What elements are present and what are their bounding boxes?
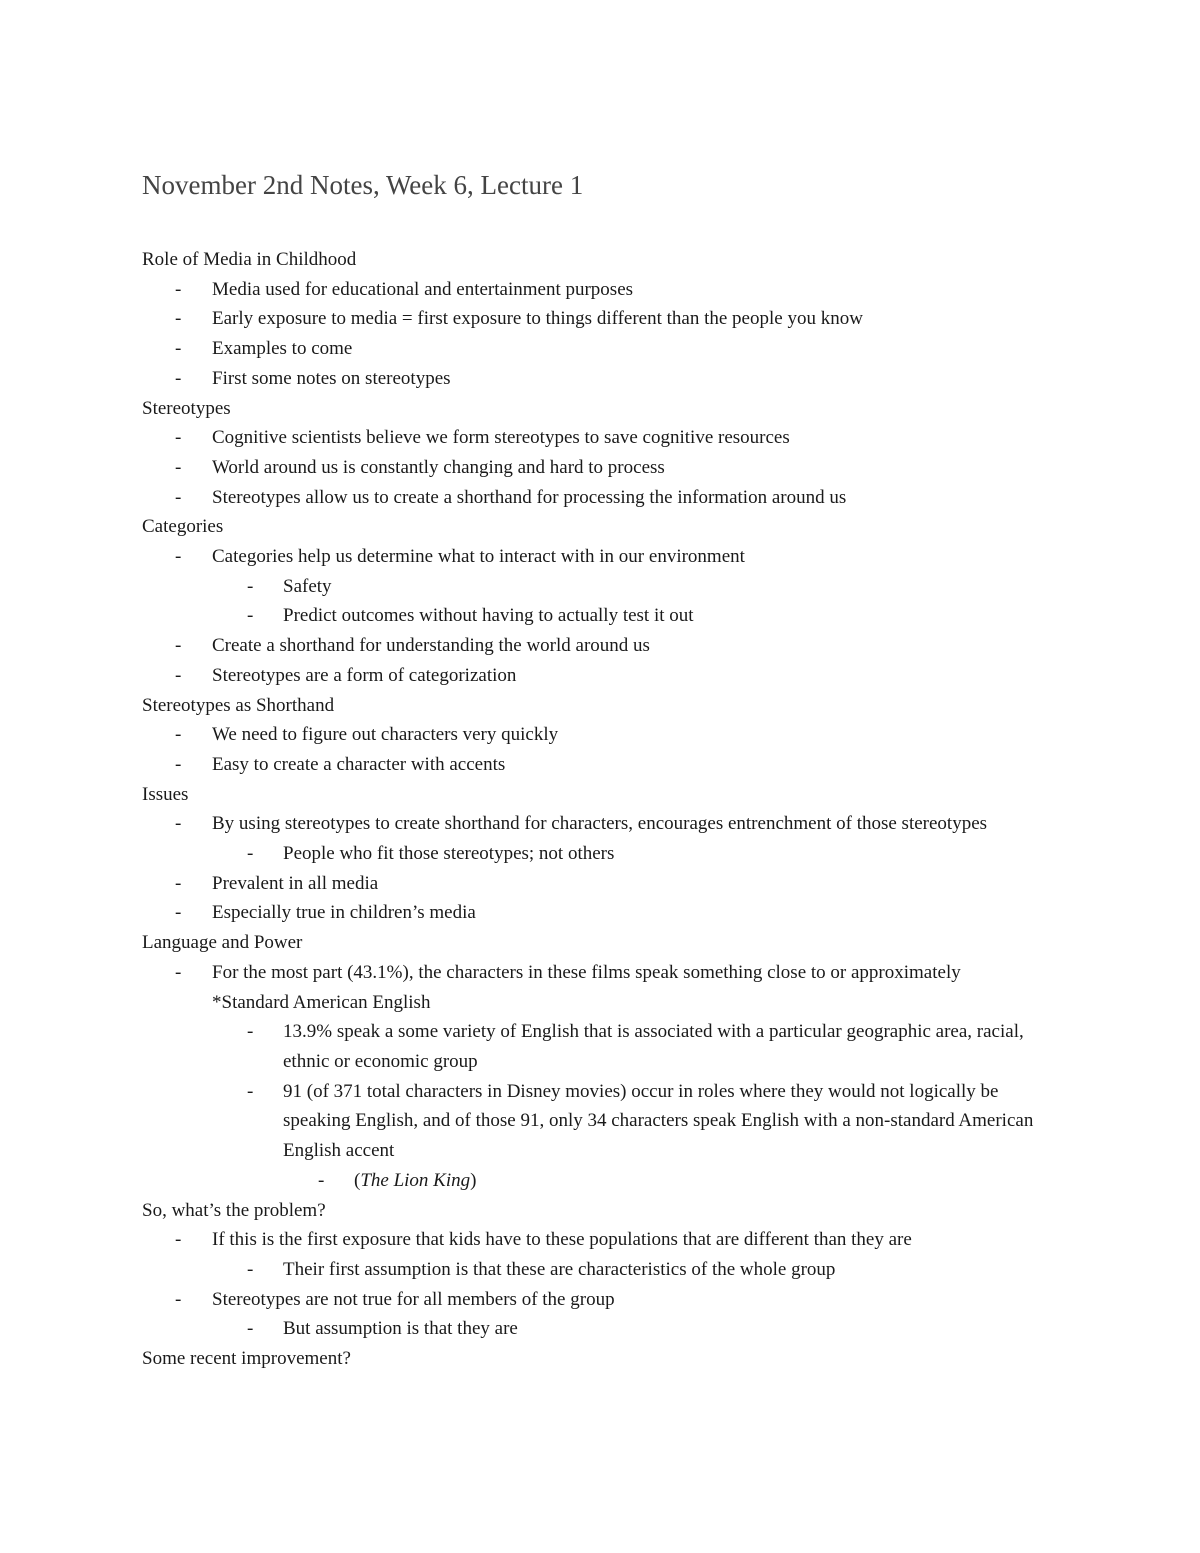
bullet-dash: - [247,1258,254,1280]
list-item-text: Their first assumption is that these are characteristics of the whole group [283,1258,836,1280]
list-item [142,1285,1062,1315]
list-item [142,661,1062,691]
bullet-dash: - [175,338,182,360]
list-item-text: 13.9% speak a some variety of English that is associated with a particular geographic area, racial, ethnic or economic group [283,1021,1024,1072]
list-item [142,275,1062,305]
list-item [142,334,1062,364]
list-item-text: 91 (of 371 total characters in Disney movies) occur in roles where they would not logically be speaking English, and of those 91, only 34 characters speak English with a non-standard American English accent [283,1080,1034,1162]
list-item-text: First some notes on stereotypes [212,367,451,389]
list-item-text: Media used for educational and entertainment purposes [212,278,634,300]
section-heading-language: Language and Power [142,932,303,954]
sub-list-item [142,601,1062,631]
section-heading-media: Role of Media in Childhood [142,249,357,270]
section-heading-problem: So, what’s the problem? [142,1199,326,1221]
bullet-dash: - [247,1080,254,1102]
sub-sub-list-item [142,1166,1062,1196]
list-item-text: But assumption is that they are [283,1318,518,1340]
film-title: The Lion King [360,1169,471,1191]
list-item-text: If this is the first exposure that kids have to these populations that are different than they are [212,1229,912,1251]
sub-list-item [142,572,1062,602]
list-item-text: Categories help us determine what to interact with in our environment [212,546,745,568]
sub-list-item [142,1255,1062,1285]
list-item-text: For the most part (43.1%), the characters in these films speak something close to or approximately *Standard American English [212,961,961,1013]
list-item-text: World around us is constantly changing and hard to process [212,456,665,478]
section-heading-categories: Categories [142,516,224,538]
sub-list-item [142,839,1062,869]
list-item-text: Cognitive scientists believe we form stereotypes to save cognitive resources [212,427,790,449]
bullet-dash: - [175,813,182,835]
list-item [142,364,1062,394]
sub-list-item [142,1077,1062,1166]
list-item [142,869,1062,899]
bullet-dash: - [318,1169,325,1191]
list-item-text: Stereotypes allow us to create a shorthand for processing the information around us [212,486,847,508]
list-item-text: Prevalent in all media [212,872,379,894]
list-item [142,483,1062,513]
bullet-dash: - [247,1021,254,1043]
list-item-text: Predict outcomes without having to actually test it out [283,605,694,627]
paren-close: ) [470,1169,477,1191]
sub-list-item [142,1017,1062,1076]
list-item-text: Safety [283,575,332,597]
bullet-dash: - [175,961,182,983]
bullet-dash: - [175,635,182,657]
list-item [142,631,1062,661]
bullet-dash: - [175,456,182,478]
bullet-dash: - [175,367,182,389]
list-item [142,958,1062,1017]
paren-open: ( [354,1169,361,1191]
list-item-text: Especially true in children’s media [212,902,476,924]
list-item-text: We need to figure out characters very quickly [212,724,559,746]
bullet-dash: - [175,486,182,508]
list-item [142,898,1062,928]
document-title: November 2nd Notes, Week 6, Lecture 1 [142,170,584,200]
bullet-dash: - [175,427,182,449]
bullet-dash: - [175,872,182,894]
section-heading-stereotypes: Stereotypes [142,397,231,419]
bullet-dash: - [175,1229,182,1251]
list-item [142,304,1062,334]
section-heading-improvement: Some recent improvement? [142,1348,351,1370]
section-heading-shorthand: Stereotypes as Shorthand [142,694,335,716]
bullet-dash: - [175,724,182,746]
list-item-text: Create a shorthand for understanding the world around us [212,635,650,657]
sub-list-item [142,1314,1062,1344]
bullet-dash: - [175,1288,182,1310]
list-item-text: People who fit those stereotypes; not others [283,843,615,865]
bullet-dash: - [247,1318,254,1340]
bullet-dash: - [247,575,254,597]
list-item [142,423,1062,453]
list-item-text: Examples to come [212,338,353,360]
list-item-text: Easy to create a character with accents [212,753,506,775]
list-item-text: Early exposure to media = first exposure to things different than the people you know [212,308,863,330]
bullet-dash: - [175,902,182,924]
list-item-text: Stereotypes are not true for all members of the group [212,1288,615,1310]
list-item [142,720,1062,750]
list-item [142,750,1062,780]
list-item [142,809,1062,839]
bullet-dash: - [247,843,254,865]
list-item-text [354,1166,1054,1196]
list-item [142,1225,1062,1255]
list-item [142,542,1062,572]
list-item [142,453,1062,483]
bullet-dash: - [175,546,182,568]
bullet-dash: - [175,308,182,330]
bullet-dash: - [175,278,182,300]
bullet-dash: - [247,605,254,627]
section-heading-issues: Issues [142,783,189,805]
bullet-dash: - [175,753,182,775]
bullet-dash: - [175,664,182,686]
list-item-text: By using stereotypes to create shorthand for characters, encourages entrenchment of those stereotypes [212,813,988,835]
list-item-text: Stereotypes are a form of categorization [212,664,517,686]
document-body [142,245,1062,1374]
